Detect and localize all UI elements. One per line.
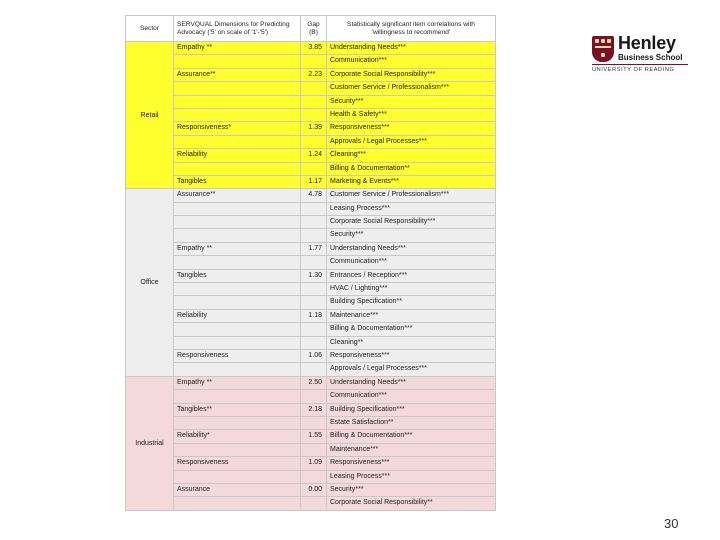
dimension-cell: [174, 82, 301, 95]
dimension-cell: [174, 108, 301, 121]
sector-label: Office: [126, 189, 174, 376]
gap-cell: [301, 363, 327, 376]
table-row: [126, 296, 496, 309]
dimension-cell: [174, 95, 301, 108]
table-row: [126, 175, 496, 188]
gap-cell: 1.17: [301, 175, 327, 188]
dimension-cell: [174, 296, 301, 309]
table-row: [126, 283, 496, 296]
table-row: [126, 122, 496, 135]
header-correlations: Statistically significant item correlations with 'willingness to recommend': [327, 16, 496, 42]
correlation-cell: Understanding Needs***: [327, 242, 496, 255]
correlation-cell: Communication***: [327, 390, 496, 403]
dimension-cell: [174, 55, 301, 68]
table-row: [126, 256, 496, 269]
gap-cell: 3.85: [301, 42, 327, 55]
correlation-cell: Security***: [327, 229, 496, 242]
office-section: [126, 189, 496, 376]
logo-name: Henley: [618, 33, 676, 53]
table-row: [126, 430, 496, 443]
correlation-cell: Security***: [327, 95, 496, 108]
correlation-cell: Billing & Documentation***: [327, 323, 496, 336]
correlation-cell: Cleaning***: [327, 149, 496, 162]
dimension-cell: Empathy **: [174, 376, 301, 389]
table-row: [126, 242, 496, 255]
gap-cell: [301, 323, 327, 336]
dimension-cell: [174, 323, 301, 336]
gap-cell: [301, 470, 327, 483]
gap-cell: 4.78: [301, 189, 327, 202]
table-row: [126, 162, 496, 175]
gap-cell: [301, 336, 327, 349]
correlation-cell: Responsiveness***: [327, 457, 496, 470]
table-row: [126, 216, 496, 229]
gap-cell: [301, 390, 327, 403]
table-row: [126, 376, 496, 389]
dimension-cell: [174, 229, 301, 242]
dimension-cell: Responsiveness: [174, 349, 301, 362]
table-row: [126, 68, 496, 81]
gap-cell: [301, 108, 327, 121]
gap-cell: 1.18: [301, 309, 327, 322]
table-row: [126, 443, 496, 456]
correlation-cell: Maintenance***: [327, 443, 496, 456]
gap-cell: 1.39: [301, 122, 327, 135]
henley-logo: [592, 34, 692, 78]
correlation-cell: Customer Service / Professionalism***: [327, 82, 496, 95]
correlation-cell: HVAC / Lighting***: [327, 283, 496, 296]
correlation-cell: Customer Service / Professionalism***: [327, 189, 496, 202]
dimension-cell: Reliability: [174, 309, 301, 322]
gap-cell: 1.24: [301, 149, 327, 162]
dimension-cell: [174, 135, 301, 148]
dimension-cell: [174, 497, 301, 510]
table-row: [126, 349, 496, 362]
table-row: [126, 55, 496, 68]
header-sector: Sector: [126, 16, 174, 42]
gap-cell: 2.23: [301, 68, 327, 81]
correlation-cell: Leasing Process***: [327, 202, 496, 215]
correlation-cell: Understanding Needs***: [327, 42, 496, 55]
gap-cell: 1.55: [301, 430, 327, 443]
gap-cell: [301, 55, 327, 68]
gap-cell: [301, 95, 327, 108]
correlation-cell: Billing & Documentation***: [327, 430, 496, 443]
table-row: [126, 483, 496, 496]
page-number: 30: [664, 516, 679, 531]
dimension-cell: Responsiveness*: [174, 122, 301, 135]
dimension-cell: [174, 162, 301, 175]
dimension-cell: [174, 336, 301, 349]
dimension-cell: [174, 256, 301, 269]
correlation-cell: Billing & Documentation**: [327, 162, 496, 175]
correlation-cell: Communication***: [327, 55, 496, 68]
dimension-cell: [174, 283, 301, 296]
logo-divider: [592, 64, 688, 65]
gap-cell: [301, 443, 327, 456]
dimension-cell: Responsiveness: [174, 457, 301, 470]
table-row: [126, 95, 496, 108]
table-row: [126, 229, 496, 242]
dimension-cell: Tangibles**: [174, 403, 301, 416]
gap-cell: [301, 416, 327, 429]
sector-label: Retail: [126, 42, 174, 189]
table-row: [126, 42, 496, 55]
dimension-cell: Reliability*: [174, 430, 301, 443]
correlation-cell: Corporate Social Responsibility***: [327, 216, 496, 229]
table-row: [126, 309, 496, 322]
table-header-row: [126, 16, 496, 42]
table-row: [126, 189, 496, 202]
dimension-cell: [174, 202, 301, 215]
gap-cell: 2.18: [301, 403, 327, 416]
logo-university: UNIVERSITY OF READING: [592, 67, 675, 73]
crest-icon: [592, 36, 614, 62]
dimension-cell: Reliability: [174, 149, 301, 162]
industrial-section: [126, 376, 496, 510]
gap-cell: [301, 202, 327, 215]
gap-cell: [301, 216, 327, 229]
correlation-cell: Corporate Social Responsibility***: [327, 68, 496, 81]
correlation-cell: Leasing Process***: [327, 470, 496, 483]
table-row: [126, 497, 496, 510]
sector-label: Industrial: [126, 376, 174, 510]
gap-cell: 2.50: [301, 376, 327, 389]
dimension-cell: [174, 390, 301, 403]
correlation-cell: Approvals / Legal Processes***: [327, 363, 496, 376]
correlation-cell: Responsiveness***: [327, 349, 496, 362]
correlation-cell: Building Specification**: [327, 296, 496, 309]
table-row: [126, 202, 496, 215]
gap-cell: 1.06: [301, 349, 327, 362]
dimension-cell: Tangibles: [174, 175, 301, 188]
correlation-cell: Communication***: [327, 256, 496, 269]
table-row: [126, 135, 496, 148]
dimension-cell: [174, 216, 301, 229]
correlation-cell: Entrances / Reception***: [327, 269, 496, 282]
header-dimension: SERVQUAL Dimensions for Predicting Advocacy ('5' on scale of '1'-'5'): [174, 16, 301, 42]
gap-cell: [301, 162, 327, 175]
table-row: [126, 336, 496, 349]
dimension-cell: Assurance: [174, 483, 301, 496]
table-row: [126, 323, 496, 336]
servqual-table: [125, 15, 496, 511]
dimension-cell: Tangibles: [174, 269, 301, 282]
table-row: [126, 457, 496, 470]
correlation-cell: Cleaning**: [327, 336, 496, 349]
gap-cell: [301, 229, 327, 242]
gap-cell: [301, 135, 327, 148]
gap-cell: 1.77: [301, 242, 327, 255]
header-gap: Gap (B): [301, 16, 327, 42]
dimension-cell: [174, 363, 301, 376]
table-row: [126, 363, 496, 376]
correlation-cell: Health & Safety***: [327, 108, 496, 121]
gap-cell: [301, 256, 327, 269]
table-row: [126, 82, 496, 95]
correlation-cell: Marketing & Events***: [327, 175, 496, 188]
correlation-cell: Estate Satisfaction**: [327, 416, 496, 429]
correlation-cell: Security***: [327, 483, 496, 496]
table-row: [126, 390, 496, 403]
table-row: [126, 470, 496, 483]
table-row: [126, 149, 496, 162]
gap-cell: 0.00: [301, 483, 327, 496]
dimension-cell: [174, 443, 301, 456]
gap-cell: [301, 82, 327, 95]
correlation-cell: Understanding Needs***: [327, 376, 496, 389]
table-row: [126, 269, 496, 282]
gap-cell: [301, 497, 327, 510]
gap-cell: 1.09: [301, 457, 327, 470]
correlation-cell: Responsiveness***: [327, 122, 496, 135]
dimension-cell: Empathy **: [174, 242, 301, 255]
dimension-cell: [174, 470, 301, 483]
correlation-cell: Corporate Social Responsibility**: [327, 497, 496, 510]
gap-cell: 1.30: [301, 269, 327, 282]
gap-cell: [301, 296, 327, 309]
correlation-cell: Maintenance***: [327, 309, 496, 322]
dimension-cell: Assurance**: [174, 68, 301, 81]
gap-cell: [301, 283, 327, 296]
correlation-cell: Approvals / Legal Processes***: [327, 135, 496, 148]
table-row: [126, 403, 496, 416]
retail-section: [126, 42, 496, 189]
logo-subtitle: Business School: [618, 53, 683, 62]
dimension-cell: Empathy **: [174, 42, 301, 55]
correlation-cell: Building Specification***: [327, 403, 496, 416]
table-row: [126, 416, 496, 429]
dimension-cell: Assurance**: [174, 189, 301, 202]
table-row: [126, 108, 496, 121]
dimension-cell: [174, 416, 301, 429]
